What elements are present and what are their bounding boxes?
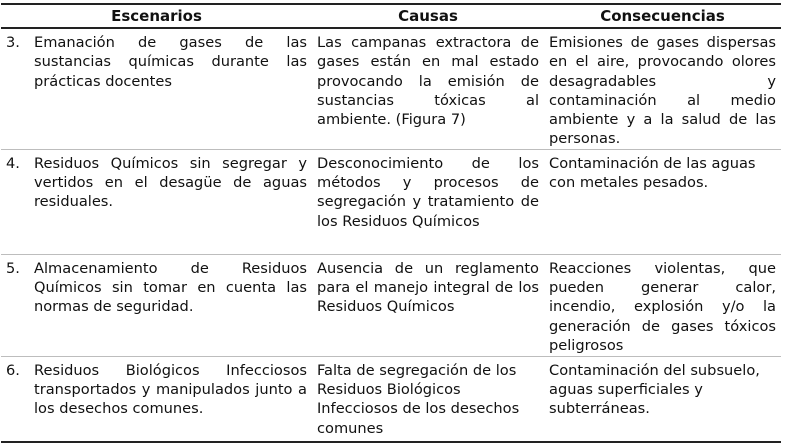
cause-cell: Desconocimiento de los métodos y procesos de segregación y tratamiento de los Residuos Químicos bbox=[312, 149, 544, 254]
scenario-cell bbox=[1, 149, 312, 254]
scenario-text: Residuos Biológicos Infecciosos transportados y manipulados junto a los desechos comunes. bbox=[34, 361, 307, 418]
header-row bbox=[1, 4, 781, 28]
scenario-cell bbox=[1, 28, 312, 149]
table-row bbox=[1, 149, 781, 254]
consequence-cell: Contaminación del subsuelo, aguas superficiales y subterráneas. bbox=[544, 356, 781, 442]
row-number: 6. bbox=[6, 361, 20, 379]
scenarios-table bbox=[1, 3, 781, 443]
table-row bbox=[1, 28, 781, 149]
header-scenarios: Escenarios bbox=[1, 4, 312, 28]
table-row bbox=[1, 356, 781, 442]
consequence-cell: Contaminación de las aguas con metales pesados. bbox=[544, 149, 781, 254]
cause-cell: Las campanas extractora de gases están en mal estado provocando la emisión de sustancias tóxicas al ambiente. (Figura 7) bbox=[312, 28, 544, 149]
table-body bbox=[1, 28, 781, 442]
cause-cell: Falta de segregación de los Residuos Biológicos Infecciosos de los desechos comunes bbox=[312, 356, 544, 442]
scenario-cell bbox=[1, 254, 312, 356]
table-header bbox=[1, 4, 781, 28]
row-number: 5. bbox=[6, 259, 20, 277]
scenario-text: Emanación de gases de las sustancias químicas durante las prácticas docentes bbox=[34, 34, 307, 90]
cause-cell: Ausencia de un reglamento para el manejo integral de los Residuos Químicos bbox=[312, 254, 544, 356]
scenario-cell bbox=[1, 356, 312, 442]
header-consequences: Consecuencias bbox=[544, 4, 781, 28]
header-causes: Causas bbox=[312, 4, 544, 28]
table-row bbox=[1, 254, 781, 356]
row-number: 3. bbox=[6, 34, 20, 51]
scenario-text: Almacenamiento de Residuos Químicos sin tomar en cuenta las normas de seguridad. bbox=[34, 259, 307, 316]
row-number: 4. bbox=[6, 154, 20, 172]
consequence-cell: Reacciones violentas, que pueden generar calor, incendio, explosión y/o la generación de gases tóxicos peligrosos bbox=[544, 254, 781, 356]
consequence-cell: Emisiones de gases dispersas en el aire, provocando olores desagradables y contaminación al medio ambiente y a la salud de las personas. bbox=[544, 28, 781, 149]
scenario-text: Residuos Químicos sin segregar y vertidos en el desagüe de aguas residuales. bbox=[34, 154, 307, 211]
